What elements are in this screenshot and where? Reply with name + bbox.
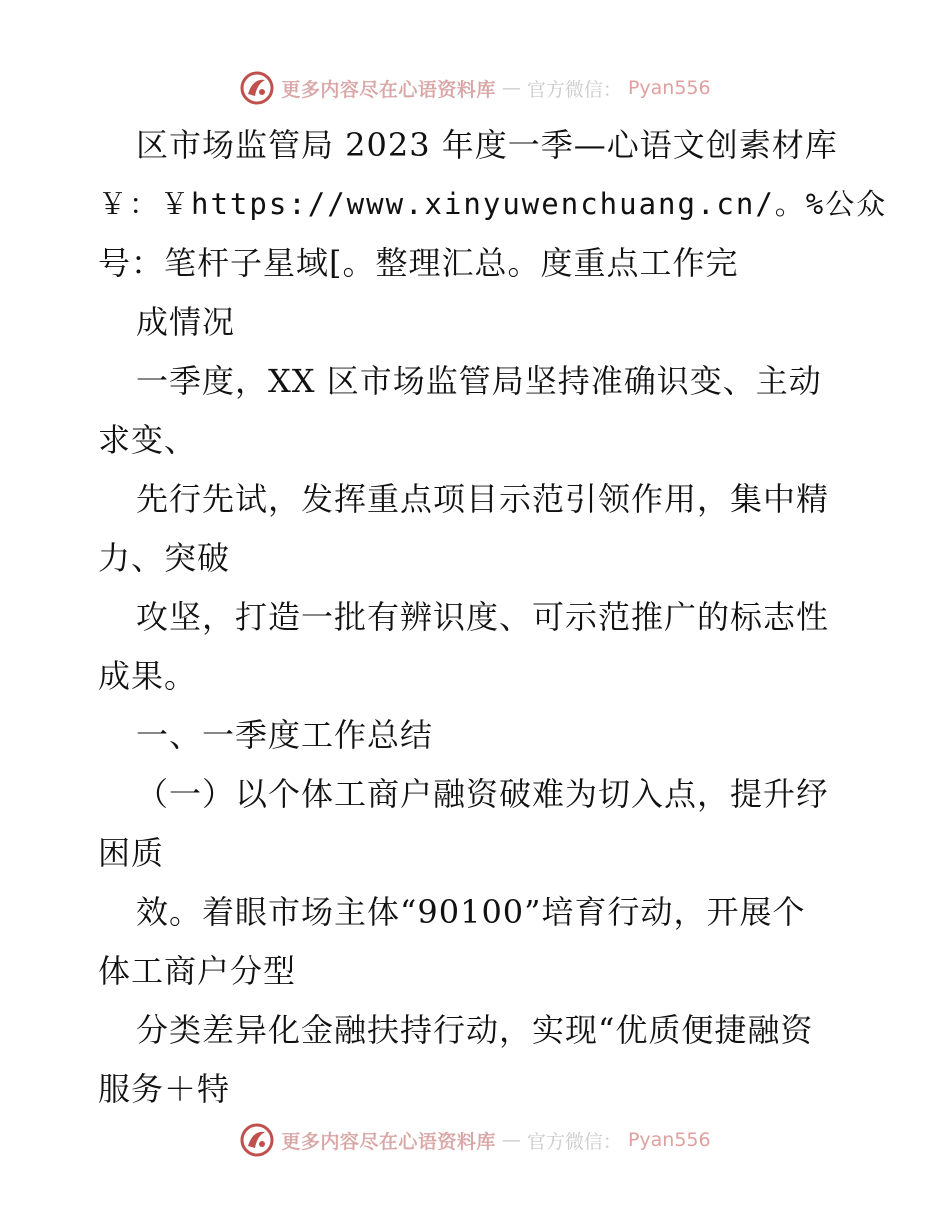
body-line: 困质 bbox=[98, 834, 165, 872]
watermark-separator: — bbox=[501, 77, 521, 99]
body-line: 分类差异化金融扶持行动，实现“优质便捷融资 bbox=[136, 1011, 814, 1049]
watermark-footer bbox=[0, 1120, 950, 1160]
watermark-brand-text: 更多内容尽在心语资料库 bbox=[281, 78, 496, 101]
body-line: （一）以个体工商户融资破难为切入点，提升纾 bbox=[136, 775, 830, 813]
body-line: 攻坚，打造一批有辨识度、可示范推广的标志性 bbox=[136, 598, 830, 636]
body-line: 区市场监管局 2023 年度一季—心语文创素材库 bbox=[136, 126, 838, 164]
watermark-separator: — bbox=[501, 1129, 521, 1151]
watermark-header bbox=[0, 68, 950, 108]
red-swirl-logo-icon bbox=[239, 70, 275, 106]
body-line: 求变、 bbox=[98, 421, 198, 459]
document-body bbox=[98, 116, 888, 1119]
body-line: ￥：￥https://www.xinyuwenchuang.cn/。%公众 bbox=[98, 187, 888, 221]
red-swirl-logo-icon bbox=[239, 1122, 275, 1158]
body-line: 效。着眼市场主体“90100”培育行动，开展个 bbox=[136, 893, 806, 931]
watermark-wechat-label: 官方微信： bbox=[526, 78, 622, 101]
section-heading: 一、一季度工作总结 bbox=[136, 716, 434, 754]
body-line: 一季度，XX 区市场监管局坚持准确识变、主动 bbox=[136, 362, 822, 400]
body-line: 体工商户分型 bbox=[98, 952, 297, 990]
watermark-wechat-id: Pyan556 bbox=[627, 77, 711, 99]
watermark-wechat-id: Pyan556 bbox=[627, 1129, 711, 1151]
watermark-brand-text: 更多内容尽在心语资料库 bbox=[281, 1130, 496, 1153]
body-line: 力、突破 bbox=[98, 539, 231, 577]
body-line: 成果。 bbox=[98, 657, 198, 695]
body-line: 成情况 bbox=[136, 303, 236, 341]
body-line: 服务＋特 bbox=[98, 1070, 231, 1108]
body-line: 号：笔杆子星域[。整理汇总。度重点工作完 bbox=[98, 244, 739, 282]
body-line: 先行先试，发挥重点项目示范引领作用，集中精 bbox=[136, 480, 830, 518]
watermark-wechat-label: 官方微信： bbox=[526, 1130, 622, 1153]
